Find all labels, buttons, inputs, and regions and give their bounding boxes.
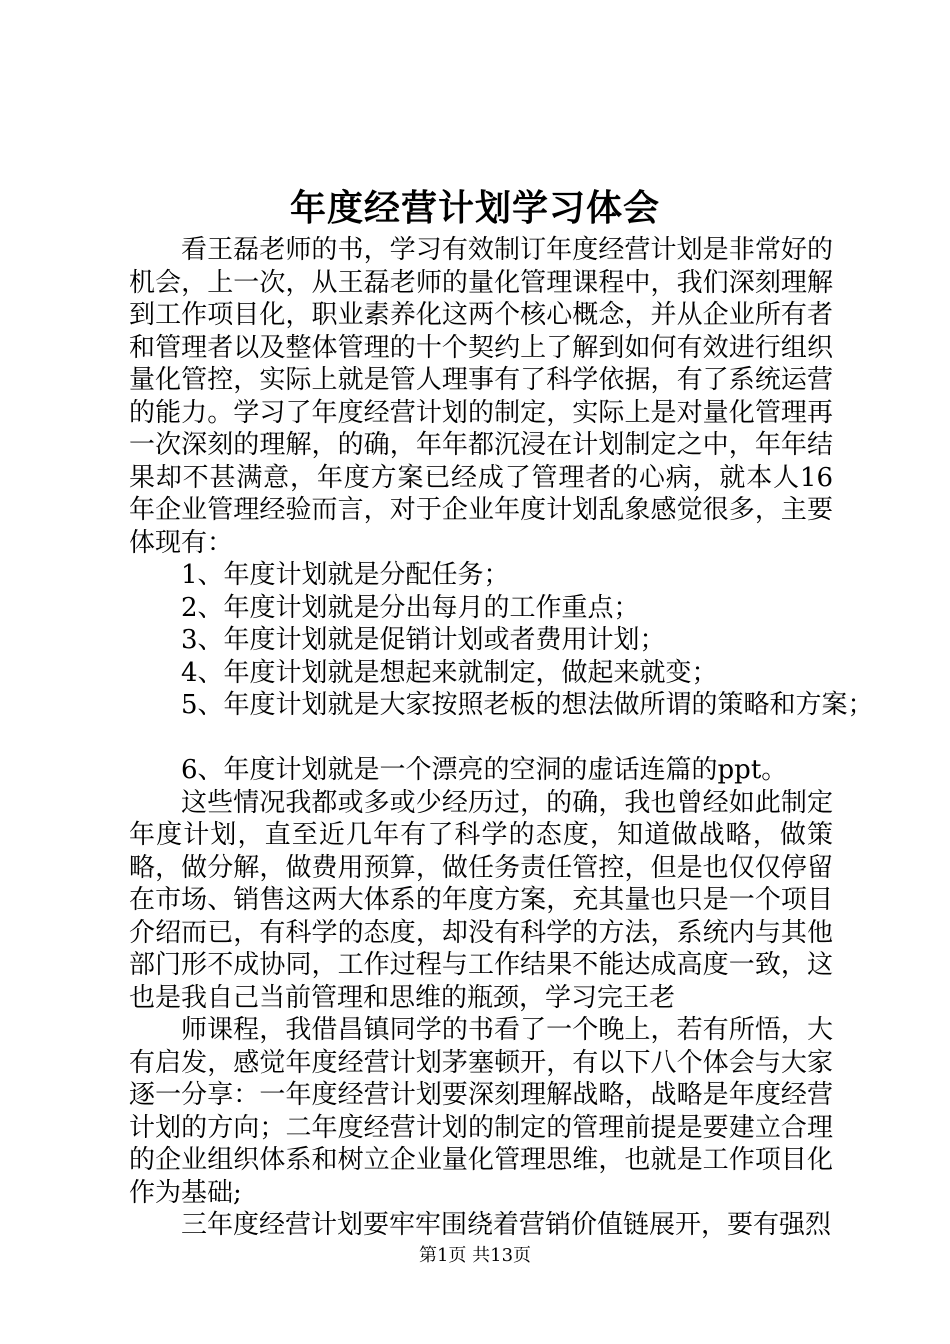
list-item-1: 1、年度计划就是分配任务； (181, 560, 510, 590)
paragraph-gap (129, 722, 833, 755)
paragraph-3: 师课程，我借昌镇同学的书看了一个晚上，若有所悟，大有启发，感觉年度经营计划茅塞顿开，有以下八个体会与大家逐一分享：一年度经营计划要深刻理解战略，战略是年度经营计划的方向；二年度经营计划的制定的管理前提是要建立合理的企业组织体系和树立企业量化管理思维，也就是工作项目化作为基础; (129, 1015, 833, 1208)
intro-paragraph: 看王磊老师的书，学习有效制订年度经营计划是非常好的机会，上一次，从王磊老师的量化管理课程中，我们深刻理解到工作项目化，职业素养化这两个核心概念，并从企业所有者和管理者以及整体管理的十个契约上了解到如何有效进行组织量化管控，实际上就是管人理事有了科学依据，有了系统运营的能力。学习了年度经营计划的制定，实际上是对量化管理再一次深刻的理解，的确，年年都沉浸在计划制定之中，年年结果却不甚满意，年度方案已经成了管理者的心病，就本人16年企业管理经验而言，对于企业年度计划乱象感觉很多，主要体现有： (129, 235, 833, 558)
page-footer: 第1页 共13页 (418, 1245, 532, 1266)
list-item-4: 4、年度计划就是想起来就制定，做起来就变； (181, 657, 718, 688)
list-item-3: 3、年度计划就是促销计划或者费用计划； (181, 625, 666, 655)
document-title: 年度经营计划学习体会 (289, 187, 660, 229)
paragraph-2: 这些情况我都或多或少经历过，的确，我也曾经如此制定年度计划，直至近几年有了科学的态度，知道做战略，做策略，做分解，做费用预算，做任务责任管控，但是也仅仅停留在市场、销售这两大体系的年度方案，充其量也只是一个项目介绍而已，有科学的态度，却没有科学的方法，系统内与其他部门形不成协同，工作过程与工作结果不能达成高度一致，这也是我自己当前管理和思维的瓶颈，学习完王老 (129, 787, 833, 1013)
paragraph-4: 三年度经营计划要牢牢围绕着营销价值链展开，要有强烈 (181, 1210, 832, 1240)
list-item-2: 2、年度计划就是分出每月的工作重点； (181, 592, 640, 623)
document-body (129, 234, 874, 1242)
list-item-6: 6、年度计划就是一个漂亮的空洞的虚话连篇的ppt。 (181, 755, 788, 785)
list-item-5: 5、年度计划就是大家按照老板的想法做所谓的策略和方案； (181, 690, 874, 720)
